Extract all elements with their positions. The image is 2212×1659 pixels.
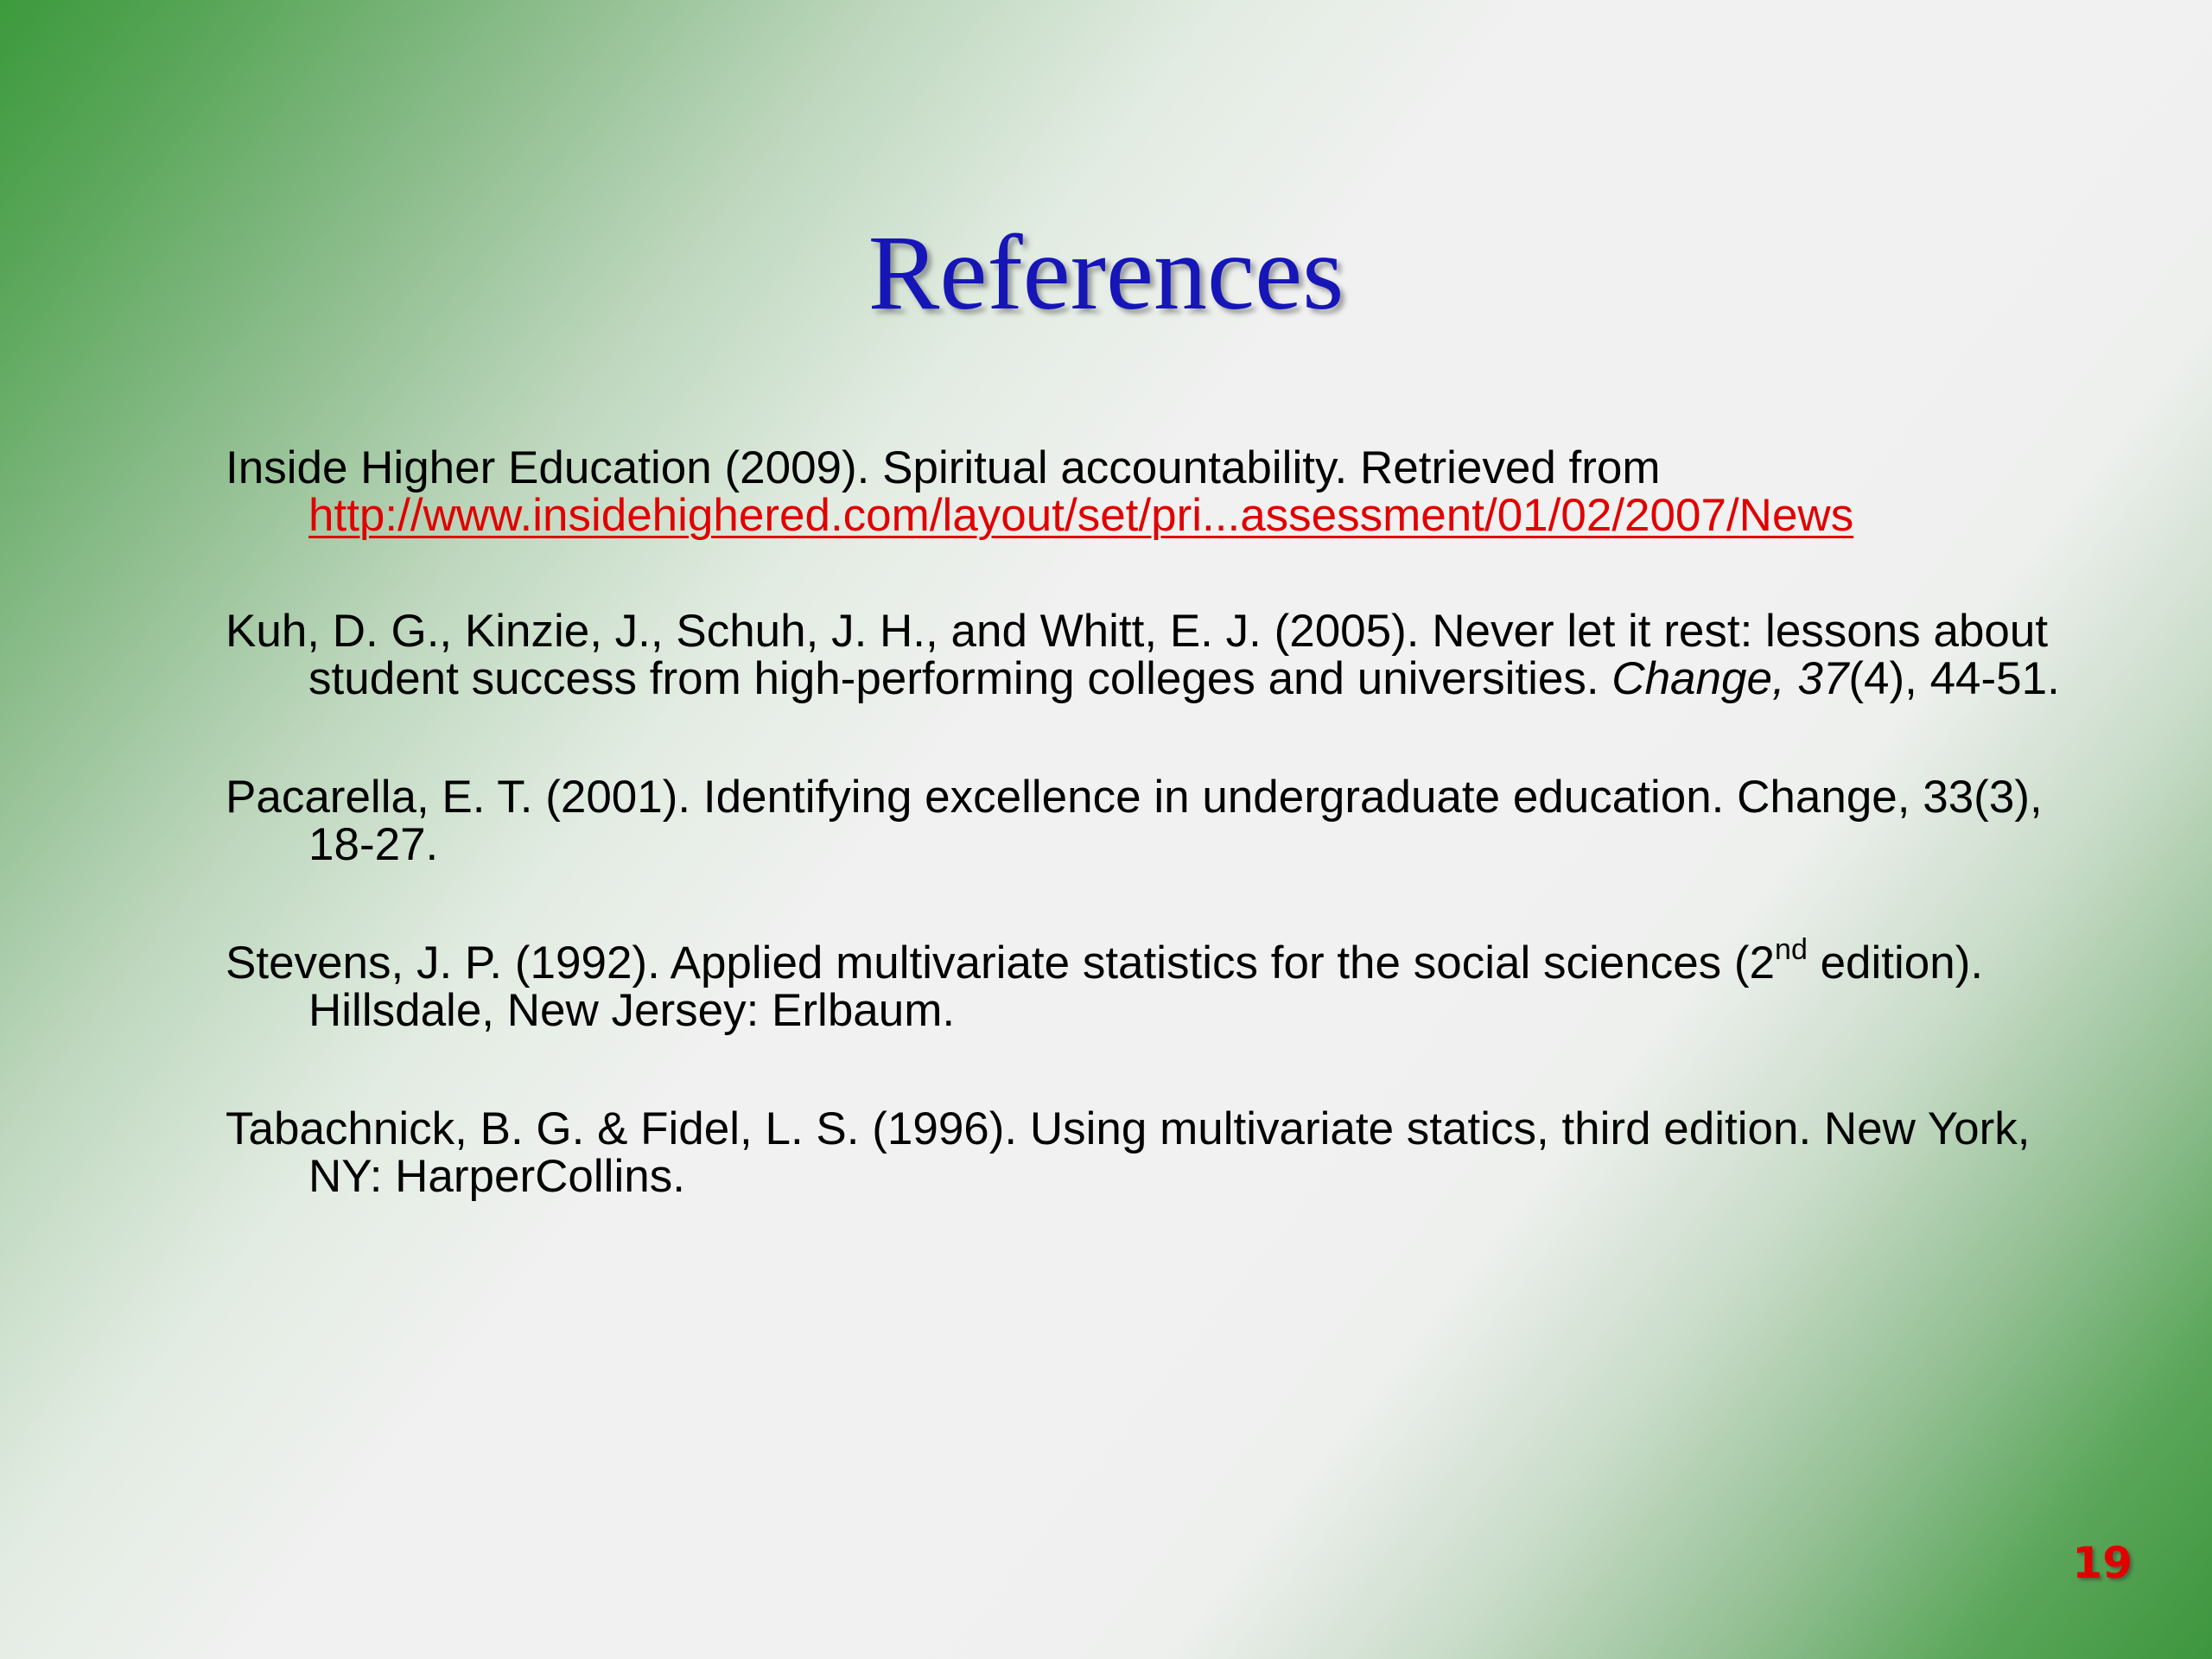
reference-text: Pacarella, E. T. (2001). Identifying excellence in undergraduate education. Change, 33(3), 18-27.	[226, 772, 2043, 870]
reference-item-4	[226, 933, 2083, 1036]
reference-item-3	[226, 773, 2083, 868]
reference-superscript: nd	[1775, 933, 1808, 966]
reference-text-after: edition). Hillsdale, New Jersey: Erlbaum.	[308, 938, 1984, 1036]
slide-title: References	[868, 213, 1344, 332]
reference-item-1	[226, 444, 2083, 539]
reference-text: Kuh, D. G., Kinzie, J., Schuh, J. H., and Whitt, E. J. (2005). Never let it rest: lessons about student success from high-performing colleges and universities.	[226, 606, 2049, 704]
reference-list	[226, 444, 2083, 1200]
reference-text: Inside Higher Education (2009). Spiritual accountability. Retrieved from	[226, 442, 1661, 493]
reference-issue-pages: (4), 44-51	[1848, 653, 2048, 704]
reference-item-5	[226, 1105, 2083, 1200]
reference-item-2	[226, 607, 2083, 702]
reference-journal: Change, 37	[1611, 653, 1849, 704]
reference-end: .	[2047, 653, 2060, 704]
page-number: 19	[2072, 1538, 2133, 1588]
reference-link[interactable]: http://www.insidehighered.com/layout/set/pri...assessment/01/02/2007/News	[308, 490, 1854, 541]
reference-text-before: Stevens, J. P. (1992). Applied multivariate statistics for the social sciences (2	[226, 938, 1776, 988]
reference-text: Tabachnick, B. G. & Fidel, L. S. (1996). Using multivariate statics, third edition. New York, NY: HarperCollins.	[226, 1103, 2031, 1202]
